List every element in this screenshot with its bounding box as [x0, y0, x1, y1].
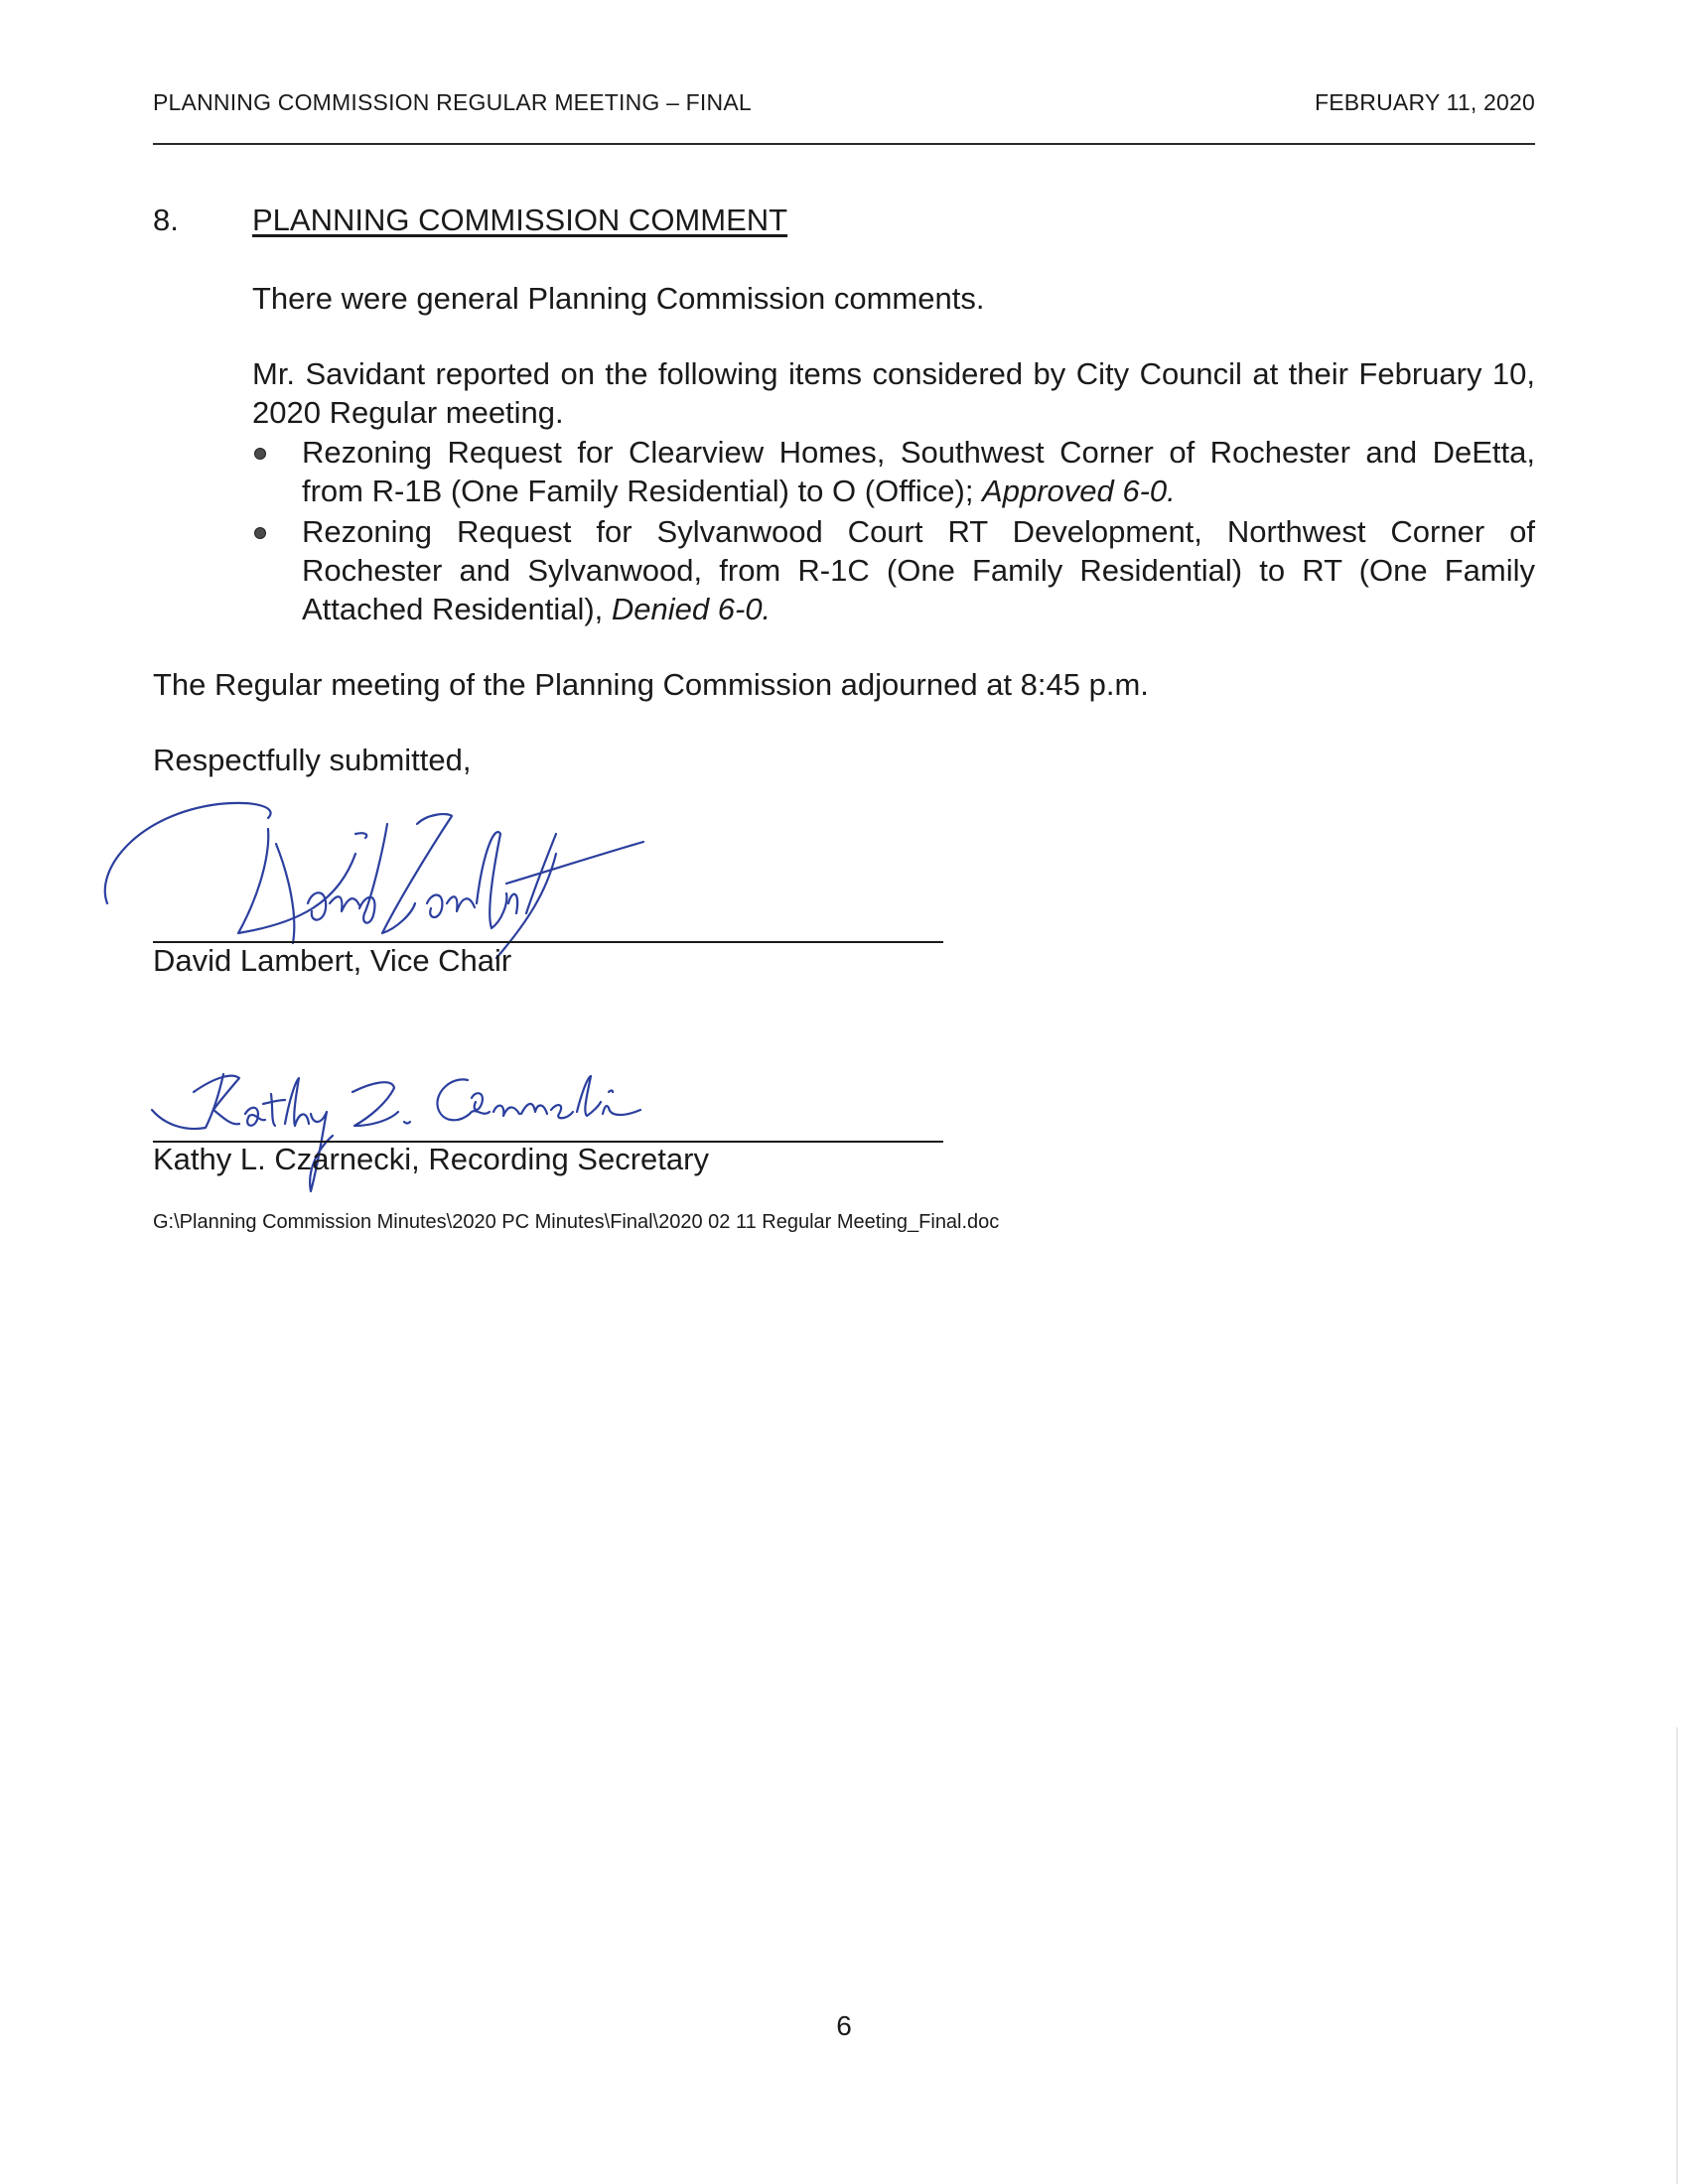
adjourned-statement: The Regular meeting of the Planning Commission adjourned at 8:45 p.m.: [153, 667, 1149, 702]
signature-kathy-czarnecki: [144, 1052, 740, 1201]
item-result: Denied 6-0.: [611, 592, 772, 626]
bullet-icon: [254, 527, 266, 539]
signatory-recording-secretary: Kathy L. Czarnecki, Recording Secretary: [153, 1142, 709, 1176]
item-text: Rezoning Request for Clearview Homes, Southwest Corner of Rochester and DeEtta, from R-1B (One Family Residential) to O (Office);: [302, 435, 1535, 508]
signatory-vice-chair: David Lambert, Vice Chair: [153, 943, 512, 978]
page-number: 6: [836, 2010, 852, 2041]
signature-david-lambert: [99, 794, 675, 963]
item-text: Rezoning Request for Sylvanwood Court RT Development, Northwest Corner of Rochester and Sylvanwood, from R-1C (One Family Residential) to RT (One Family Attached Residential),: [302, 514, 1535, 626]
item-result: Approved 6-0.: [982, 474, 1176, 508]
list-item: [252, 512, 1535, 628]
report-intro: Mr. Savidant reported on the following items considered by City Council at their February 10, 2020 Regular meeting.: [252, 356, 1535, 430]
document-file-path: G:\Planning Commission Minutes\2020 PC Minutes\Final\2020 02 11 Regular Meeting_Final.doc: [153, 1211, 1000, 1233]
page-header: [153, 87, 1535, 145]
section-number: 8.: [153, 203, 179, 237]
bullet-icon: [254, 448, 266, 460]
list-item: [252, 433, 1535, 510]
header-date: FEBRUARY 11, 2020: [1314, 89, 1535, 115]
closing-statement: Respectfully submitted,: [153, 743, 472, 777]
section-title: PLANNING COMMISSION COMMENT: [252, 203, 788, 237]
header-title: PLANNING COMMISSION REGULAR MEETING – FINAL: [153, 89, 752, 115]
council-items-list: [252, 433, 1535, 630]
general-comment: There were general Planning Commission comments.: [252, 281, 985, 316]
scan-page-edge: [1676, 1727, 1678, 2184]
